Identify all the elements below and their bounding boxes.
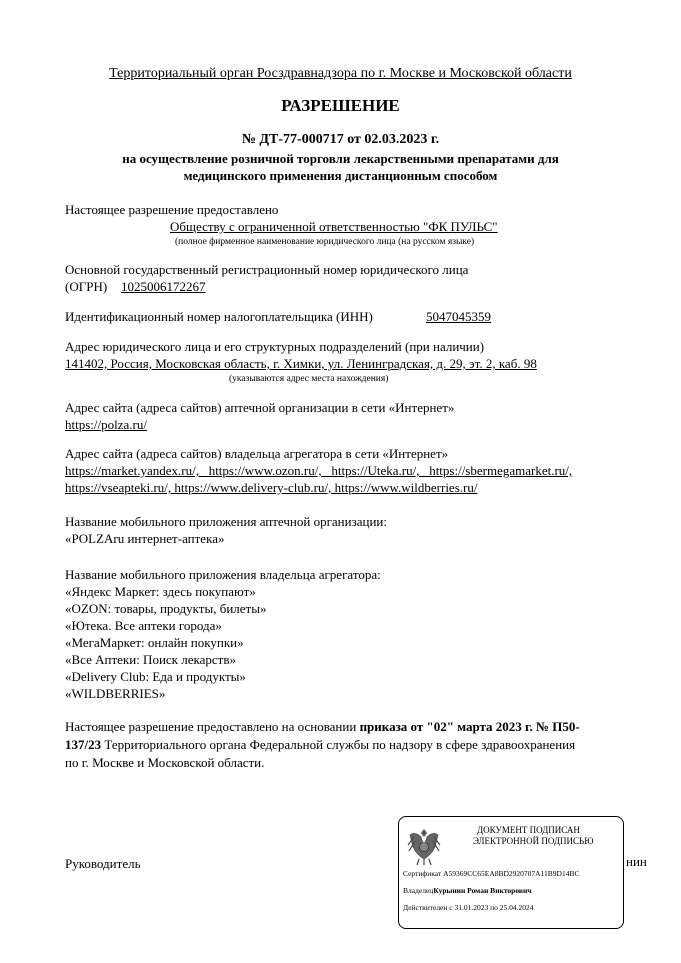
aggregator-app-item: «Delivery Club: Еда и продукты» — [65, 669, 246, 684]
basis-line1: Настоящее разрешение предоставлено на основании приказа от "02" марта 2023 г. № П50- — [65, 719, 580, 734]
aggregator-sites-line1[interactable]: https://market.yandex.ru/, https://www.ozon.ru/, https://Uteka.ru/, https://sbermegamarket.ru/, — [65, 463, 573, 478]
stamp-title-line1: ДОКУМЕНТ ПОДПИСАН — [477, 825, 580, 835]
ogrn-label-abbr: (ОГРН) — [65, 279, 108, 294]
permit-subtitle-line1: на осуществление розничной торговли лекарственными препаратами для — [122, 151, 559, 166]
company-name-hint: (полное фирменное наименование юридического лица (на русском языке) — [175, 237, 475, 247]
aggregator-sites-line2[interactable]: https://vseapteki.ru/, https://www.delivery-club.ru/, https://www.wildberries.ru/ — [65, 480, 478, 495]
permit-subtitle-line2: медицинского применения дистанционным способом — [183, 168, 498, 183]
inn-value: 5047045359 — [426, 309, 491, 324]
granted-to-label: Настоящее разрешение предоставлено — [65, 202, 279, 217]
basis-line2: 137/23 Территориального органа Федеральной службы по надзору в сфере здравоохранения — [65, 737, 576, 752]
aggregator-app-item: «Яндекс Маркет: здесь покупают» — [65, 584, 256, 599]
stamp-title-line2: ЭЛЕКТРОННОЙ ПОДПИСЬЮ — [473, 836, 594, 846]
pharmacy-app-label: Название мобильного приложения аптечной организации: — [65, 514, 387, 529]
pharmacy-site-link[interactable]: https://polza.ru/ — [65, 417, 147, 432]
pharmacy-site-label: Адрес сайта (адреса сайтов) аптечной организации в сети «Интернет» — [65, 400, 455, 415]
ogrn-label: Основной государственный регистрационный номер юридического лица — [65, 262, 469, 277]
signer-role: Руководитель — [65, 856, 141, 871]
electronic-signature-stamp — [398, 816, 624, 929]
ogrn-value: 1025006172267 — [121, 279, 206, 294]
address-label: Адрес юридического лица и его структурных подразделений (при наличии) — [65, 339, 485, 354]
aggregator-app-item: «МегаМаркет: онлайн покупки» — [65, 635, 244, 650]
basis-line3: по г. Москве и Московской области. — [65, 755, 265, 770]
permit-number: № ДТ-77-000717 от 02.03.2023 г. — [241, 132, 440, 147]
signer-name-tail: нин — [626, 854, 647, 869]
inn-label: Идентификационный номер налогоплательщика (ИНН) — [65, 309, 373, 324]
aggregator-app-item: «Ютека. Все аптеки города» — [65, 618, 222, 633]
coat-of-arms-icon — [405, 825, 443, 867]
aggregator-app-label: Название мобильного приложения владельца агрегатора: — [65, 567, 381, 582]
issuing-authority: Территориальный орган Росздравнадзора по г. Москве и Московской области — [109, 66, 572, 81]
pharmacy-app-name: «POLZAru интернет-аптека» — [65, 531, 225, 546]
aggregator-app-item: «Все Аптеки: Поиск лекарств» — [65, 652, 236, 667]
aggregator-site-label: Адрес сайта (адреса сайтов) владельца агрегатора в сети «Интернет» — [65, 446, 449, 461]
stamp-owner: ВладелецКурынин Роман Викторович — [403, 886, 532, 895]
stamp-certificate: Сертификат A59369CC65EA8BD2920707A11B9D14BC — [403, 869, 580, 878]
stamp-validity: Действителен с 31.01.2023 по 25.04.2024 — [403, 903, 534, 912]
address-hint: (указываются адрес места нахождения) — [229, 374, 389, 384]
document-title: РАЗРЕШЕНИЕ — [281, 96, 400, 115]
aggregator-app-item: «WILDBERRIES» — [65, 686, 166, 701]
legal-address: 141402, Россия, Московская область, г. Химки, ул. Ленинградская, д. 29, эт. 2, каб. 98 — [65, 356, 537, 371]
aggregator-app-item: «OZON: товары, продукты, билеты» — [65, 601, 267, 616]
company-name: Обществу с ограниченной ответственностью "ФК ПУЛЬС" — [170, 219, 498, 234]
